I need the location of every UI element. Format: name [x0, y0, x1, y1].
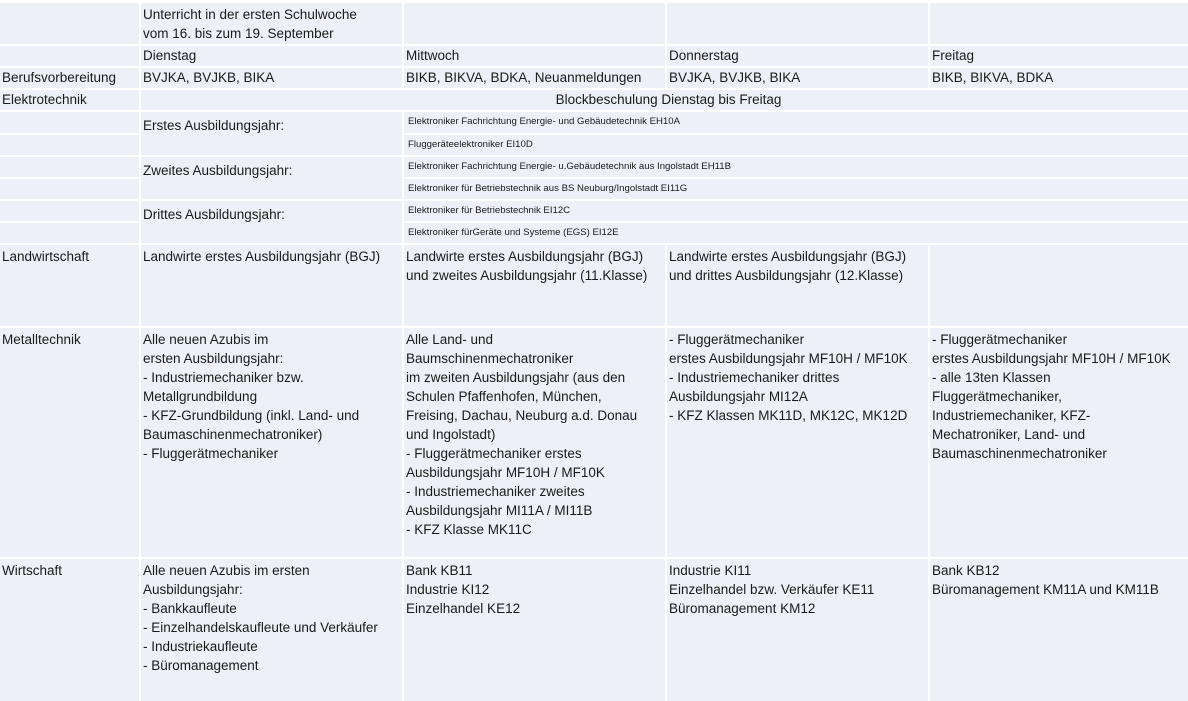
header-blank-cell: [930, 3, 1188, 44]
text-line: Industrie KI11: [669, 563, 752, 578]
berufsvorbereitung-donnerstag: BVJKA, BVJKB, BIKA: [667, 68, 928, 88]
row-label-elektrotechnik: Elektrotechnik: [0, 90, 139, 110]
text-line: Metallgrundbildung: [143, 389, 258, 404]
header-blank-cell: [0, 3, 139, 44]
row-label-berufsvorbereitung: Berufsvorbereitung: [0, 68, 139, 88]
schedule-title-line1: Unterricht in der ersten Schulwoche: [143, 7, 357, 22]
metalltechnik-mittwoch: [404, 328, 665, 557]
elektrotechnik-block-note: Blockbeschulung Dienstag bis Freitag: [141, 90, 1188, 110]
text-line: im zweiten Ausbildungsjahr (aus den: [406, 370, 626, 385]
elektro-year3-label: Drittes Ausbildungsjahr:: [141, 201, 402, 243]
elektro-spacer: [0, 135, 139, 155]
elektro-spacer: [0, 112, 139, 133]
text-line: - Industriemechaniker bzw.: [143, 370, 304, 385]
elektro-year2-class-b: Elektroniker für Betriebstechnik aus BS Neuburg/Ingolstadt EI11G: [404, 179, 1188, 199]
elektro-year2-label: Zweites Ausbildungsjahr:: [141, 157, 402, 199]
text-line: Einzelhandel bzw. Verkäufer KE11: [669, 582, 875, 597]
elektro-year1-class-b: Fluggeräteelektroniker EI10D: [404, 135, 1188, 155]
metalltechnik-freitag: [930, 328, 1188, 557]
wirtschaft-freitag: [930, 559, 1188, 701]
text-line: und zweites Ausbildungsjahr (11.Klasse): [406, 268, 648, 283]
text-line: Alle neuen Azubis im ersten: [143, 563, 310, 578]
wirtschaft-mittwoch: [404, 559, 665, 701]
elektro-year1-class-a: Elektroniker Fachrichtung Energie- und Gebäudetechnik EH10A: [404, 112, 1188, 133]
text-line: Ausbildungsjahr MI11A / MI11B: [406, 503, 593, 518]
text-line: Schulen Pfaffenhofen, München,: [406, 389, 602, 404]
elektro-spacer: [0, 201, 139, 221]
text-line: Baumaschinenmechatroniker: [932, 446, 1107, 461]
elektro-year1-label: Erstes Ausbildungsjahr:: [141, 112, 402, 155]
text-line: - Fluggerätmechaniker: [932, 332, 1068, 347]
wirtschaft-donnerstag: [667, 559, 928, 701]
row-label-metalltechnik: Metalltechnik: [0, 328, 139, 557]
text-line: Freising, Dachau, Neuburg a.d. Donau: [406, 408, 638, 423]
text-line: - KFZ-Grundbildung (inkl. Land- und: [143, 408, 360, 423]
day-header-blank: [0, 46, 139, 66]
text-line: - KFZ Klasse MK11C: [406, 522, 532, 537]
landwirtschaft-freitag: [930, 245, 1188, 326]
text-line: Bank KB11: [406, 563, 473, 578]
text-line: Ausbildungsjahr:: [143, 582, 243, 597]
day-header-freitag: Freitag: [930, 46, 1188, 66]
landwirtschaft-dienstag: [141, 245, 402, 326]
text-line: Büromanagement KM11A und KM11B: [932, 582, 1159, 597]
text-line: - Industriekaufleute: [143, 639, 258, 654]
day-header-donnerstag: Donnerstag: [667, 46, 928, 66]
day-header-mittwoch: Mittwoch: [404, 46, 665, 66]
landwirtschaft-mittwoch: [404, 245, 665, 326]
text-line: Ausbildungsjahr MI12A: [669, 389, 808, 404]
row-label-wirtschaft: Wirtschaft: [0, 559, 139, 701]
text-line: Alle Land- und: [406, 332, 494, 347]
berufsvorbereitung-freitag: BIKB, BIKVA, BDKA: [930, 68, 1188, 88]
schedule-title-line2: vom 16. bis zum 19. September: [143, 26, 334, 41]
text-line: - Fluggerätmechaniker: [143, 446, 279, 461]
elektro-spacer: [0, 179, 139, 199]
wirtschaft-dienstag: [141, 559, 402, 701]
text-line: Industriemechaniker, KFZ-: [932, 408, 1091, 423]
text-line: Bank KB12: [932, 563, 1000, 578]
metalltechnik-dienstag: [141, 328, 402, 557]
text-line: erstes Ausbildungsjahr MF10H / MF10K: [932, 351, 1171, 366]
text-line: Mechatroniker, Land- und: [932, 427, 1086, 442]
berufsvorbereitung-mittwoch: BIKB, BIKVA, BDKA, Neuanmeldungen: [404, 68, 665, 88]
text-line: - Bankkaufleute: [143, 601, 237, 616]
text-line: - KFZ Klassen MK11D, MK12C, MK12D: [669, 408, 908, 423]
text-line: - alle 13ten Klassen: [932, 370, 1051, 385]
text-line: - Büromanagement: [143, 658, 259, 673]
metalltechnik-donnerstag: [667, 328, 928, 557]
landwirtschaft-donnerstag: [667, 245, 928, 326]
header-blank-cell: [404, 3, 665, 44]
text-line: Baumaschinenmechatroniker): [143, 427, 323, 442]
text-line: Landwirte erstes Ausbildungsjahr (BGJ): [406, 249, 644, 264]
text-line: - Industriemechaniker zweites: [406, 484, 585, 499]
header-blank-cell: [667, 3, 928, 44]
text-line: - Einzelhandelskaufleute und Verkäufer: [143, 620, 378, 635]
text-line: Fluggerätmechaniker,: [932, 389, 1062, 404]
text-line: Baumschinenmechatroniker: [406, 351, 574, 366]
text-line: Landwirte erstes Ausbildungsjahr (BGJ): [143, 249, 381, 264]
text-line: Alle neuen Azubis im: [143, 332, 269, 347]
text-line: - Industriemechaniker drittes: [669, 370, 840, 385]
text-line: und drittes Ausbildungsjahr (12.Klasse): [669, 268, 904, 283]
row-label-landwirtschaft: Landwirtschaft: [0, 245, 139, 326]
elektro-spacer: [0, 223, 139, 243]
elektro-year2-class-a: Elektroniker Fachrichtung Energie- u.Gebäudetechnik aus Ingolstadt EH11B: [404, 157, 1188, 177]
elektro-year3-class-b: Elektroniker fürGeräte und Systeme (EGS) EI12E: [404, 223, 1188, 243]
text-line: und Ingolstadt): [406, 427, 496, 442]
text-line: - Fluggerätmechaniker erstes: [406, 446, 582, 461]
text-line: ersten Ausbildungsjahr:: [143, 351, 284, 366]
elektro-year3-class-a: Elektroniker für Betriebstechnik EI12C: [404, 201, 1188, 221]
text-line: erstes Ausbildungsjahr MF10H / MF10K: [669, 351, 908, 366]
elektro-spacer: [0, 157, 139, 177]
text-line: Einzelhandel KE12: [406, 601, 521, 616]
day-header-dienstag: Dienstag: [141, 46, 402, 66]
schedule-title-cell: [141, 3, 402, 44]
text-line: Büromanagement KM12: [669, 601, 816, 616]
text-line: Ausbildungsjahr MF10H / MF10K: [406, 465, 605, 480]
text-line: Landwirte erstes Ausbildungsjahr (BGJ): [669, 249, 907, 264]
text-line: Industrie KI12: [406, 582, 490, 597]
text-line: - Fluggerätmechaniker: [669, 332, 805, 347]
berufsvorbereitung-dienstag: BVJKA, BVJKB, BIKA: [141, 68, 402, 88]
